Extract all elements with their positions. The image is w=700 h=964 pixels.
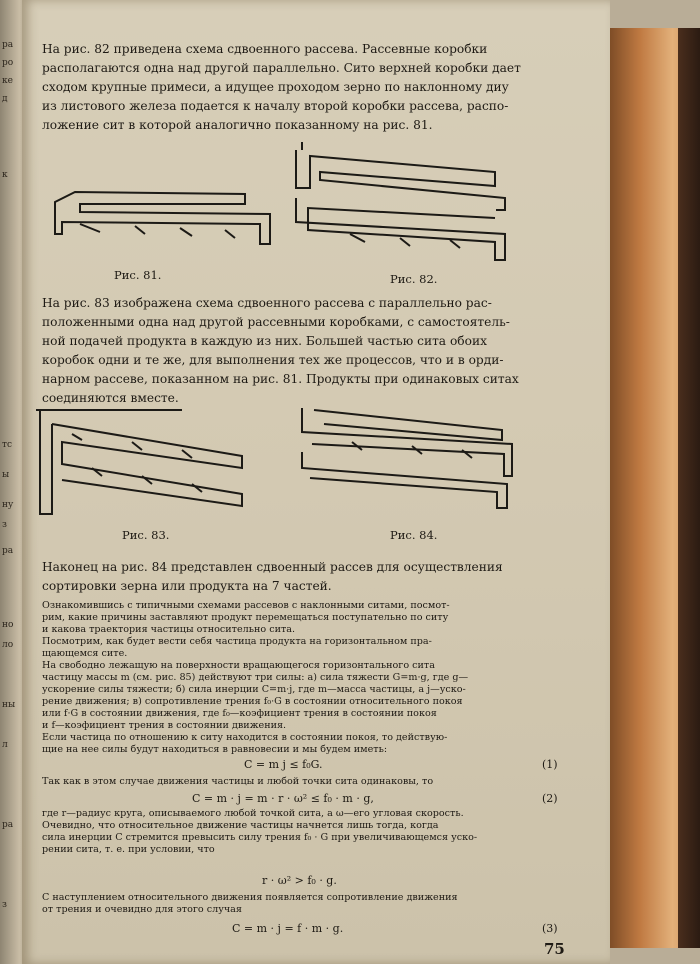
left-page-fragment: ны — [2, 700, 16, 710]
small-print-block-3: где r—радиус круга, описываемого любой точкой сита, а ω—его угловая скорость. Очевидно, что относительное движение частицы начнется лишь тогда, когда сила инерции C стремится превысить силу трения f₀ · G при увеличивающемся уско- рении сита, т. е. при условии, что — [42, 808, 478, 855]
equation-1: C = m j ≤ f₀G. — [244, 758, 323, 771]
left-page-fragment: ну — [2, 500, 14, 510]
equation-3: r · ω² > f₀ · g. — [262, 874, 337, 887]
left-page-fragment: тс — [2, 440, 13, 450]
left-page-fragment: ы — [2, 470, 10, 480]
left-page-fragment: з — [2, 900, 7, 910]
figure-81-caption: Рис. 81. — [114, 268, 162, 282]
equation-1-number: (1) — [542, 758, 558, 771]
left-page-fragment: д — [2, 94, 8, 104]
left-page-fragment: ра — [2, 40, 14, 50]
left-page-fragment: ло — [2, 640, 14, 650]
paragraph-2: На рис. 83 изображена схема сдвоенного рассева с параллельно рас- положенными одна над другой рассевными коробками, с самостоятель- ной подачей продукта в каждую из них. Большей частью сита обоих коробок одни и те же, для выполнения тех же процессов, что и в орди- нарном рассеве, показанном на рис. 81. Продукты при одинаковых ситах соединяются вместе. — [42, 296, 519, 405]
page-number: 75 — [544, 940, 565, 958]
small-print-block-2: Так как в этом случае движения частицы и любой точки сита одинаковы, то — [42, 776, 434, 787]
paragraph-3: Наконец на рис. 84 представлен сдвоенный рассев для осуществления сортировки зерна или продукта на 7 частей. — [42, 560, 503, 593]
left-page-fragment: к — [2, 170, 8, 180]
paragraph-1: На рис. 82 приведена схема сдвоенного рассева. Рассевные коробки располагаются одна над другой параллельно. Сито верхней коробки дает сходом крупные примеси, а идущее проходом зерно по наклонному диу из листового железа подается к началу второй коробки рассева, распо- ложение сит в которой аналогично показанному на рис. 81. — [42, 42, 521, 132]
left-page-fragment: з — [2, 520, 7, 530]
book-edge — [608, 28, 700, 948]
figure-83 — [32, 404, 262, 524]
small-print-block: Ознакомившись с типичными схемами рассевов с наклонными ситами, посмот- рим, какие причины заставляют продукт перемещаться поступательно по ситу и какова траектория частицы относительно сита. Посмотрим, как будет вести себя частица продукта на горизонтальном пра- щающемся сите. На свободно лежащую на поверхности вращающегося горизонтального сита частицу массы m (см. рис. 85) действуют три силы: а) сила тяжести G=m·g, где g— ускорение силы тяжести; б) сила инерции C=m·j, где m—масса частицы, а j—уско- рение движения; в) сопротивление трения f₀·G в состоянии относительного покоя или f·G в состоянии движения, где f₀—коэфициент трения в состоянии покоя и f—коэфициент трения в состоянии движения. Если частица по отношению к ситу находится в состоянии покоя, то действую- щие на нее силы будут находиться в равновесии и мы будем иметь: — [42, 600, 469, 755]
figure-84-caption: Рис. 84. — [390, 528, 438, 542]
equation-2-number: (2) — [542, 792, 558, 805]
equation-4-number: (3) — [542, 922, 558, 935]
book-page — [22, 0, 610, 964]
left-page-fragment: ра — [2, 546, 14, 556]
figure-81 — [50, 182, 280, 262]
small-print-block-4: С наступлением относительного движения появляется сопротивление движения от трения и очевидно для этого случая — [42, 892, 458, 915]
left-page-fragment: но — [2, 620, 14, 630]
left-page-fragment: po — [2, 58, 14, 68]
figure-83-caption: Рис. 83. — [122, 528, 170, 542]
equation-2: C = m · j = m · r · ω² ≤ f₀ · m · g, — [192, 792, 374, 805]
figure-84 — [292, 404, 522, 516]
figure-82 — [290, 138, 520, 266]
equation-4: C = m · j = f · m · g. — [232, 922, 344, 935]
left-page-fragment: ке — [2, 76, 13, 86]
left-page-fragment: ра — [2, 820, 14, 830]
figure-82-caption: Рис. 82. — [390, 272, 438, 286]
left-page-fragment: л — [2, 740, 8, 750]
